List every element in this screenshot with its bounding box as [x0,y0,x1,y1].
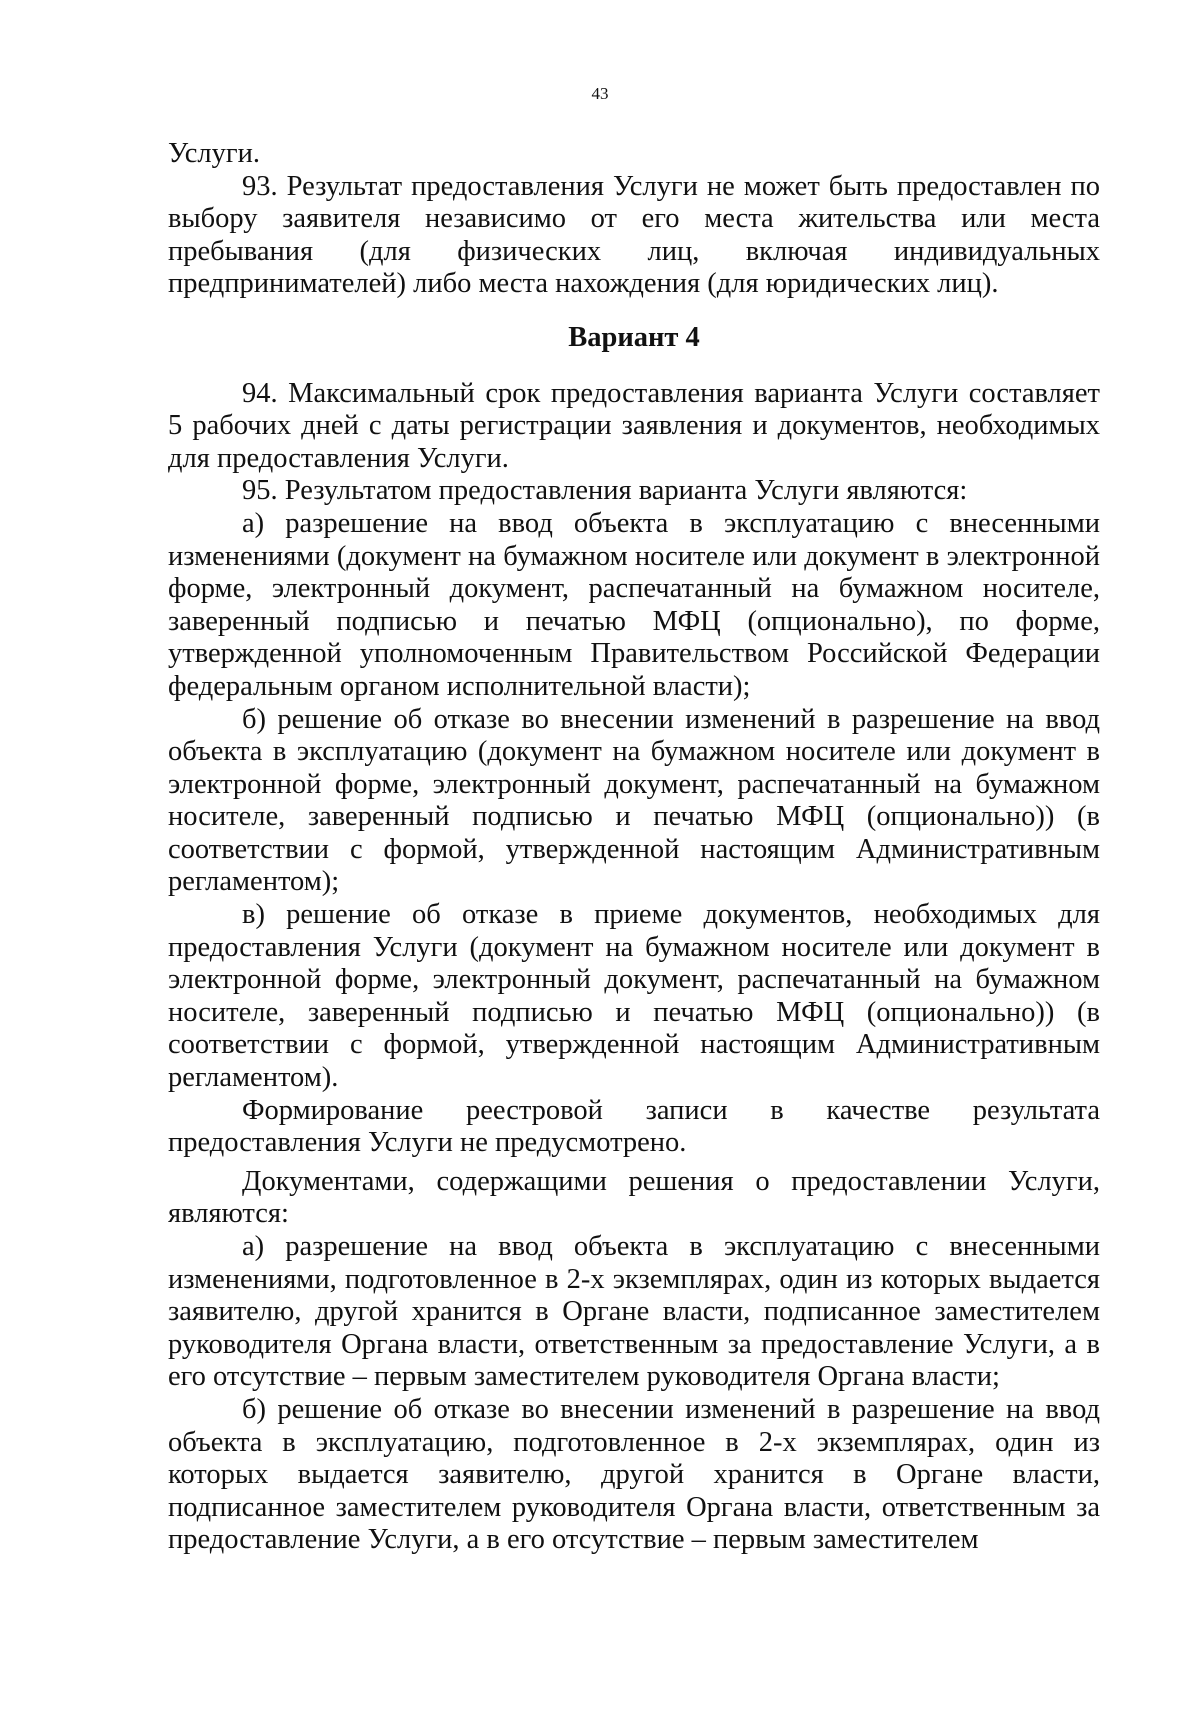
list-item-document-a: а) разрешение на ввод объекта в эксплуатацию с внесенными изменениями, подготовленное в 2-х экземплярах, один из которых выдается заявителю, другой хранится в Органе власти, подписанное заместителем руководителя Органа власти, ответственным за предоставление Услуги, а в его отсутствие – первым заместителем руководителя Органа власти; [168,1231,1100,1393]
list-item-result-a: а) разрешение на ввод объекта в эксплуатацию с внесенными изменениями (документ на бумажном носителе или документ в электронной форме, электронный документ, распечатанный на бумажном носителе, заверенный подписью и печатью МФЦ (опционально), по форме, утвержденной уполномоченным Правительством Российской Федерации федеральным органом исполнительной власти); [168,507,1100,702]
paragraph-continuation: Услуги. [168,138,260,169]
list-item-document-b: б) решение об отказе во внесении изменений в разрешение на ввод объекта в эксплуатацию, подготовленное в 2-х экземплярах, один из которых выдается заявителю, другой хранится в Органе власти, подписанное заместителем руководителя Органа власти, ответственным за предоставление Услуги, а в его отсутствие – первым заместителем [168,1393,1100,1556]
list-item-result-v: в) решение об отказе в приеме документов, необходимых для предоставления Услуги (документ на бумажном носителе или документ в электронной форме, электронный документ, распечатанный на бумажном носителе, заверенный подписью и печатью МФЦ (опционально)) (в соответствии с формой, утвержденной настоящим Административным регламентом). [168,899,1100,1094]
page-number: 43 [591,84,609,103]
paragraph-95: 95. Результатом предоставления варианта Услуги являются: [242,475,968,507]
list-item-result-b: б) решение об отказе во внесении изменений в разрешение на ввод объекта в эксплуатацию (документ на бумажном носителе или документ в электронной форме, электронный документ, распечатанный на бумажном носителе, заверенный подписью и печатью МФЦ (опционально)) (в соответствии с формой, утвержденной настоящим Административным регламентом); [168,703,1100,898]
paragraph-94: 94. Максимальный срок предоставления варианта Услуги составляет 5 рабочих дней с даты регистрации заявления и документов, необходимых для предоставления Услуги. [168,377,1100,474]
paragraph-93: 93. Результат предоставления Услуги не может быть предоставлен по выбору заявителя независимо от его места жительства или места пребывания (для физических лиц, включая индивидуальных предпринимателей) либо места нахождения (для юридических лиц). [168,170,1100,300]
section-heading: Вариант 4 [568,321,700,353]
document-body [168,138,1100,1557]
paragraph-decision-documents: Документами, содержащими решения о предоставлении Услуги, являются: [168,1165,1100,1230]
paragraph-registry-record: Формирование реестровой записи в качестве результата предоставления Услуги не предусмотрено. [168,1094,1100,1159]
